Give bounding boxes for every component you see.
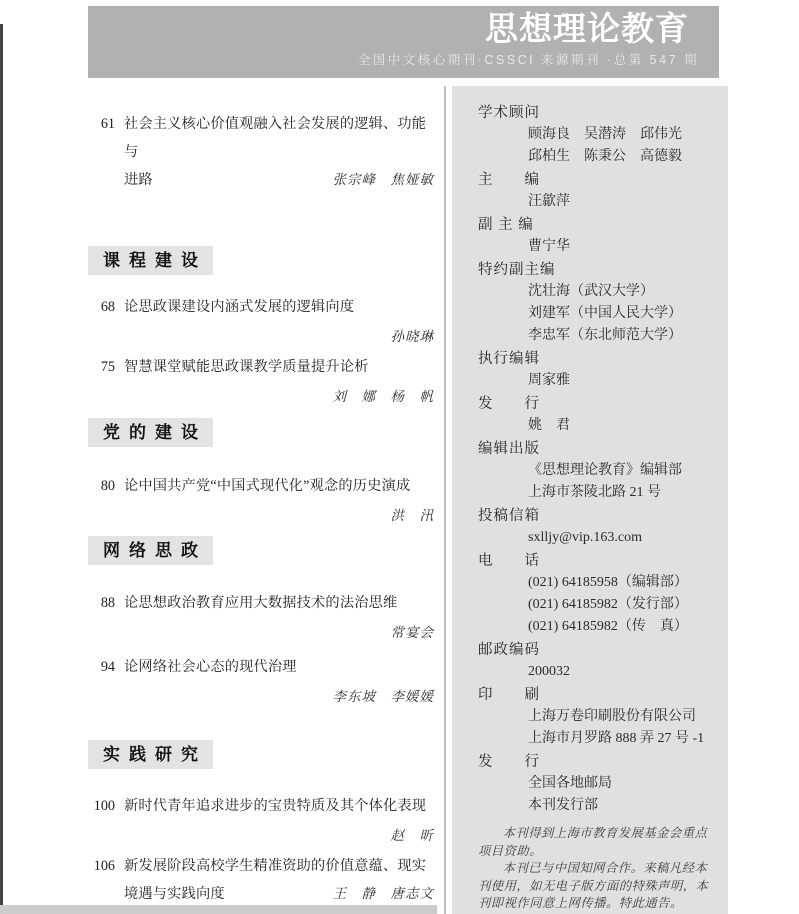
toc-entry [88, 792, 440, 850]
masthead-value: 本刊发行部 [528, 798, 598, 813]
masthead-label: 印 刷 [478, 687, 540, 703]
masthead-block-distribution-person [478, 393, 716, 437]
toc-article-title-continuation: 进路 [124, 172, 153, 188]
masthead-value: (021) 64185982（发行部） [528, 597, 688, 612]
toc-authors: 张宗峰 焦娅敏 [332, 172, 434, 187]
scan-left-edge [0, 24, 3, 905]
masthead-block-postal-code [478, 639, 716, 683]
masthead-label: 发 行 [478, 754, 540, 770]
masthead-label: 投稿信箱 [478, 508, 540, 524]
masthead-value: 上海市茶陵北路 21 号 [528, 485, 661, 500]
toc-authors: 洪 汛 [390, 508, 434, 523]
toc-authors: 孙晓琳 [390, 329, 434, 344]
toc-entry [88, 852, 440, 908]
toc-page-number: 94 [100, 659, 115, 675]
toc-entry [88, 110, 440, 194]
toc-entry [88, 472, 440, 530]
masthead-label: 主 编 [478, 172, 540, 188]
masthead-label: 电 话 [478, 553, 540, 569]
masthead-value: 沈壮海（武汉大学） [528, 284, 654, 299]
masthead-value: (021) 64185958（编辑部） [528, 575, 688, 590]
toc-authors: 李东坡 李媛媛 [332, 689, 434, 704]
journal-title-banner [88, 6, 719, 78]
masthead-label: 学术顾问 [478, 105, 540, 121]
toc-authors: 赵 昕 [390, 828, 434, 843]
masthead-block-telephone [478, 550, 716, 638]
masthead-block-publisher [478, 438, 716, 504]
masthead-block-deputy-editor [478, 214, 716, 258]
toc-section-header: 网络思政 [88, 536, 213, 565]
masthead-block-distribution [478, 751, 716, 817]
masthead-label: 副 主 编 [478, 217, 534, 233]
toc-authors: 刘 娜 杨 帆 [332, 389, 434, 404]
toc-article-title: 新时代青年追求进步的宝贵特质及其个体化表现 [124, 798, 427, 814]
masthead-value: 汪歙萍 [528, 194, 570, 209]
masthead-note-cnki: 本刊已与中国知网合作。来稿凡经本刊使用，如无电子版方面的特殊声明，本刊即视作同意上网传播。特此通告。 [478, 861, 709, 910]
toc-entry [88, 589, 440, 647]
toc-page-number: 106 [93, 858, 115, 874]
masthead-value: (021) 64185982（传 真） [528, 619, 688, 634]
masthead-value: 200032 [528, 664, 570, 679]
masthead-value: sxlljy@vip.163.com [528, 530, 643, 545]
masthead-notes [478, 825, 716, 913]
masthead-block-executive-editor [478, 348, 716, 392]
masthead-value: 上海市月罗路 888 弄 27 号 -1 [528, 731, 705, 746]
toc-article-title: 新发展阶段高校学生精准资助的价值意蕴、现实 [124, 858, 427, 874]
column-divider [444, 86, 446, 914]
toc-article-title-continuation: 境遇与实践向度 [124, 886, 225, 902]
toc-authors: 王 静 唐志文 [332, 886, 434, 901]
toc-article-title: 社会主义核心价值观融入社会发展的逻辑、功能与 [124, 116, 427, 160]
toc-section-header: 实践研究 [88, 740, 213, 769]
toc-authors: 常宴会 [390, 625, 434, 640]
masthead-label: 邮政编码 [478, 642, 540, 658]
toc-section-header: 党的建设 [88, 418, 213, 447]
toc-article-title: 论思想政治教育应用大数据技术的法治思维 [124, 595, 398, 611]
masthead-note-funding: 本刊得到上海市教育发展基金会重点项目资助。 [478, 826, 708, 858]
masthead-panel [452, 86, 728, 914]
journal-subtitle: 全国中文核心期刊·CSSCI 来源期刊 ·总第 547 期 [357, 53, 699, 67]
masthead-value: 曹宁华 [528, 239, 570, 254]
toc-page-number: 68 [100, 299, 115, 315]
toc-entry [88, 653, 440, 711]
masthead-block-printer [478, 684, 716, 750]
toc-page-number: 61 [100, 116, 115, 132]
masthead-value: 上海万卷印刷股份有限公司 [528, 709, 696, 724]
toc-article-title: 论思政课建设内涵式发展的逻辑向度 [124, 299, 355, 315]
masthead-value: 邱柏生 陈秉公 高德毅 [528, 149, 682, 164]
masthead-value: 李忠军（东北师范大学） [528, 328, 682, 343]
masthead-label: 编辑出版 [478, 441, 540, 457]
masthead-label: 发 行 [478, 396, 540, 412]
toc-page-number: 80 [100, 478, 115, 494]
toc-article-title: 智慧课堂赋能思政课教学质量提升论析 [124, 359, 369, 375]
masthead-value: 姚 君 [528, 418, 570, 433]
toc-page-number: 75 [100, 359, 115, 375]
masthead-label: 特约副主编 [478, 262, 556, 278]
masthead-value: 刘建军（中国人民大学） [528, 306, 682, 321]
masthead-block-special-deputy-editors [478, 259, 716, 347]
masthead-value: 全国各地邮局 [528, 776, 612, 791]
toc-article-title: 论中国共产党“中国式现代化”观念的历史演成 [124, 478, 411, 494]
toc-article-title: 论网络社会心态的现代治理 [124, 659, 297, 675]
masthead-value: 《思想理论教育》编辑部 [528, 463, 682, 478]
toc-page-number: 88 [100, 595, 115, 611]
masthead-value: 顾海良 吴潜涛 邱伟光 [528, 127, 682, 142]
masthead-block-submission-email [478, 505, 716, 549]
masthead-block-chief-editor [478, 169, 716, 213]
toc-entry [88, 293, 440, 351]
masthead-block-academic-advisors [478, 102, 716, 168]
toc-entry [88, 353, 440, 411]
table-of-contents [88, 110, 440, 908]
masthead-value: 周家雅 [528, 373, 570, 388]
toc-section-header: 课程建设 [88, 246, 213, 275]
masthead-label: 执行编辑 [478, 351, 540, 367]
toc-page-number: 100 [93, 798, 115, 814]
journal-title: 思想理论教育 [485, 10, 689, 47]
